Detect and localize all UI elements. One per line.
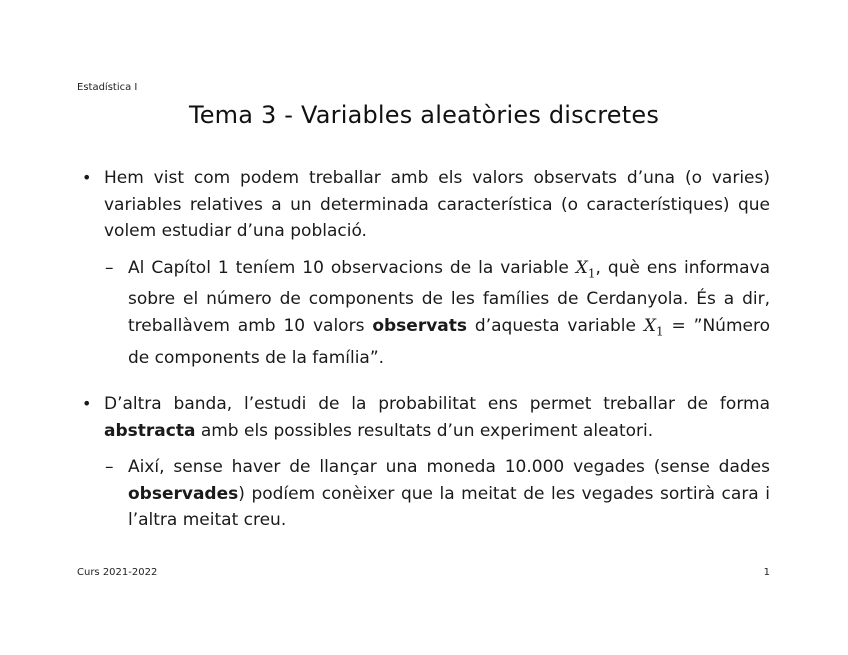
dash-icon: –	[105, 257, 114, 278]
bullet-2-part2: amb els possibles resultats d’un experiment aleatori.	[195, 420, 654, 441]
bullet-icon: •	[82, 394, 92, 414]
math-var: X	[575, 257, 588, 278]
math-eq-subscript: 1	[655, 324, 664, 339]
sub-1-part1: Al Capítol 1 teníem 10 observacions de la variable	[128, 257, 576, 278]
math-variable-x1	[576, 258, 596, 278]
bullet-1-text: Hem vist com podem treballar amb els valors observats d’una (o varies) variables relatives a un determinada característica (o característiques) que volem estudiar d’una població.	[104, 168, 770, 241]
spacer	[80, 371, 770, 391]
spacer	[80, 245, 770, 255]
header-course-name: Estadística I	[77, 82, 138, 93]
math-subscript: 1	[587, 265, 596, 280]
sub-2-part2: ) podíem conèixer que la meitat de les vegades sortirà cara i l’altra meitat creu.	[128, 483, 770, 531]
slide-content	[80, 165, 770, 534]
sub-1-part2: , què ens informava sobre el número de components de les famílies de Cerdanyola. És a dir, treballàvem amb 10 valors	[128, 257, 770, 336]
sub-1-bold-observats: observats	[372, 315, 468, 336]
bullet-item-2	[80, 391, 770, 444]
sub-1-eq-rest: = ”Número de components de la família”.	[128, 315, 770, 368]
footer-course-year: Curs 2021-2022	[77, 567, 158, 578]
sub-item-1	[80, 255, 770, 372]
slide-title: Tema 3 - Variables aleatòries discretes	[188, 101, 660, 129]
page-number: 1	[763, 567, 770, 578]
bullet-item-1	[80, 165, 770, 245]
sub-2-bold-observades: observades	[128, 483, 239, 504]
spacer	[80, 444, 770, 454]
dash-icon: –	[105, 457, 114, 478]
math-equation-x1	[643, 315, 664, 339]
sub-2-part1: Així, sense haver de llançar una moneda 10.000 vegades (sense dades	[128, 457, 770, 478]
math-eq-var: X	[643, 315, 656, 336]
bullet-2-bold-abstracta: abstracta	[104, 420, 196, 441]
bullet-2-part1: D’altra banda, l’estudi de la probabilitat ens permet treballar de forma	[104, 394, 770, 415]
bullet-icon: •	[82, 168, 92, 187]
sub-1-part3: d’aquesta variable	[467, 315, 644, 336]
sub-item-2	[80, 454, 770, 534]
